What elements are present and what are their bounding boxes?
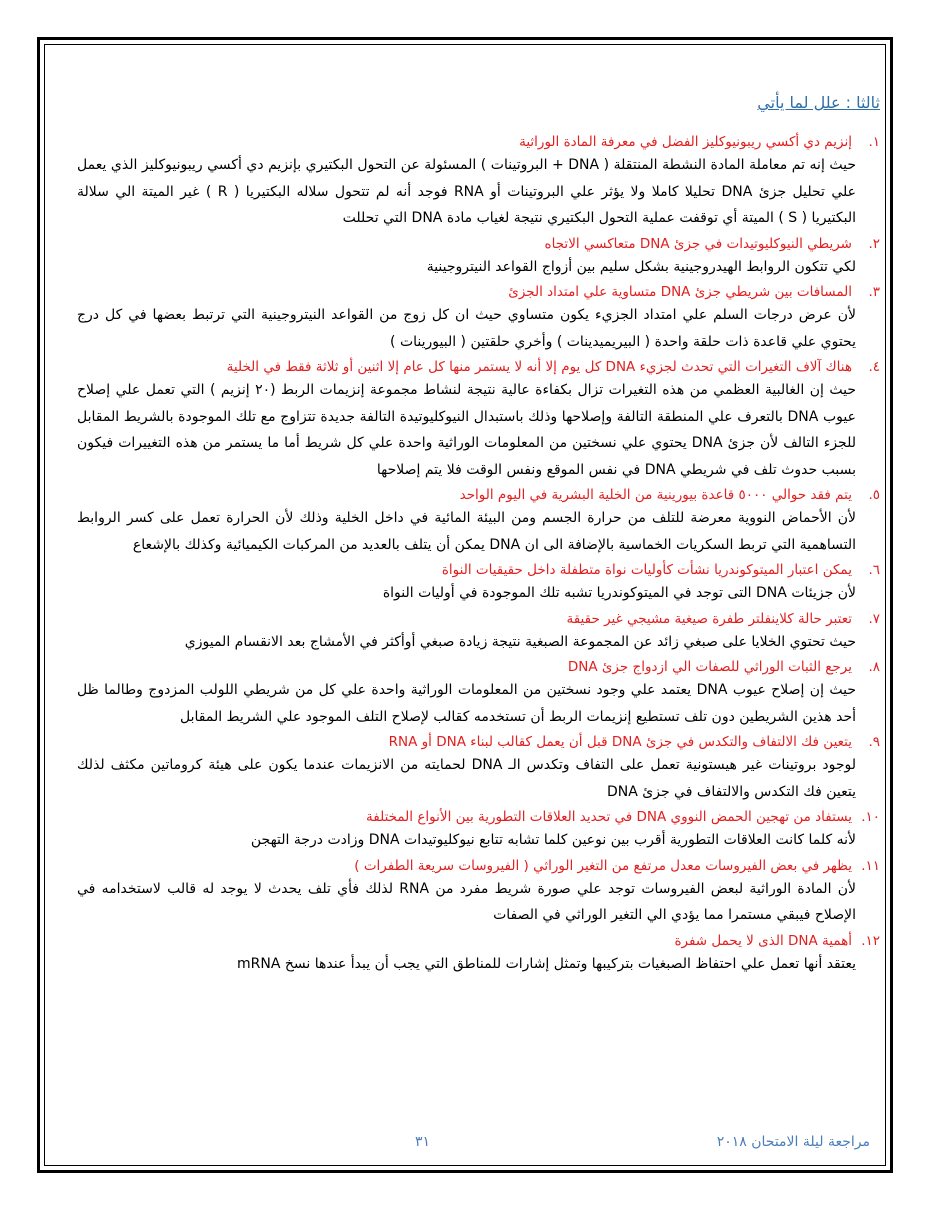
question-label: شريطي النيوكليوتيدات في جزئ DNA متعاكسي الاتجاه	[544, 235, 852, 252]
question-number: ٦.	[868, 562, 880, 578]
question-list	[77, 132, 880, 977]
question-number: ٤.	[868, 359, 880, 375]
answer-text: لأن المادة الوراثية لبعض الفيروسات توجد علي صورة شريط مفرد من RNA لذلك فأي تلف يحدث لا يوجد له قالب لاستخدامه في الإصلاح فيبقي مستمرا مما يؤدي الي التغير الوراثي في الصفات	[77, 880, 856, 923]
question-label: يتعين فك الالتفاف والتكدس في جزئ DNA قبل أن يعمل كقالب لبناء DNA أو RNA	[388, 734, 852, 750]
question-item	[77, 856, 880, 929]
question-number: ١٠.	[861, 809, 880, 825]
question-text	[77, 609, 880, 629]
answer-text: لأن الأحماض النووية معرضة للتلف من حرارة الجسم ومن البيئة المائية في داخل الخلية وذلك لأن الحرارة تعمل على كسر الروابط التساهمية التي تربط السكريات الخماسية بالإضافة الى ان DNA يمكن أن يتلف بالعديد من المركبات الكيميائية وكذلك بالإشعاع	[77, 510, 856, 553]
question-item	[77, 807, 880, 854]
question-number: ٧.	[868, 610, 880, 627]
answer-text: حيث إنه تم معاملة المادة النشطة المنتقلة ( DNA + البروتينات ) المسئولة عن التحول البكتيري بإنزيم دي أكسي ريبونيوكليز الذي يعمل علي تحليل جزئ DNA تحليلا كاملا ولا يؤثر علي البروتينات أو RNA فوجد أنه لم تتحول سلاله البكتيريا ( R ) غير الميتة الي سلالة البكتيريا ( S ) الميتة أي توقفت عملية التحول البكتيري نتيجة لغياب مادة DNA التي تحللت	[77, 157, 856, 226]
section-title: ثالثا : علل لما يأتي	[757, 93, 880, 112]
question-number: ٢.	[868, 235, 880, 252]
question-item	[77, 609, 880, 656]
question-number: ٨.	[868, 659, 880, 675]
document-body	[77, 92, 880, 979]
question-item	[77, 234, 880, 281]
question-item	[77, 485, 880, 558]
question-label: يتم فقد حوالي ٥٠٠٠ قاعدة بيورينية من الخلية البشرية في اليوم الواحد	[459, 487, 852, 503]
question-item	[77, 357, 880, 483]
answer-text: حيث إن الغالبية العظمي من هذه التغيرات تزال بكفاءة عالية نتيجة لنشاط مجموعة إنزيمات الربط (٢٠ إنزيم ) التي تعمل علي إصلاح عيوب DNA بالتعرف علي المنطقة التالفة وإصلاحها وذلك باستبدال النيوكليوتيدة التالفة جديدة تتزاوج مع تلك الموجودة بالشريط المقابل للجزء التالف لأن جزئ DNA يحتوي علي نسختين من المعلومات الوراثية واحدة علي كل شريط أما ما يستمر من هذه التغييرات فيكون بسبب حدوث تلف في شريطي DNA في نفس الموقع ونفس الوقت فلا يتم إصلاحها	[77, 382, 856, 478]
question-text	[77, 657, 880, 677]
question-number: ٣.	[868, 284, 880, 300]
question-item	[77, 732, 880, 805]
answer-text: لأن عرض درجات السلم علي امتداد الجزيء يكون متساوي حيث ان كل زوج من القواعد النيتروجينية التي ترتبط بعضها في كل درج يحتوي علي قاعدة ذات حلقة واحدة ( البيريميدينات ) وأخري حلقتين ( البيورينات )	[77, 307, 856, 350]
question-number: ١.	[868, 134, 880, 150]
question-label: يظهر في بعض الفيروسات معدل مرتفع من التغير الوراثي ( الفيروسات سريعة الطفرات )	[354, 857, 852, 874]
answer-text: حيث تحتوي الخلايا على صبغي زائد عن المجموعة الصبغية نتيجة زيادة صبغي أوأكثر في الأمشاج بعد الانقسام الميوزي	[184, 633, 856, 650]
question-label: إنزيم دي أكسي ريبونيوكليز الفضل في معرفة المادة الوراثية	[519, 134, 852, 150]
question-text	[77, 560, 880, 580]
answer-text: لوجود بروتينات غير هيستونية تعمل على التفاف وتكدس الـ DNA لحمايته من الانزيمات عندما يكون على هيئة كروماتين مكثف لذلك يتعين فك التكدس والالتفاف في جزئ DNA	[77, 757, 857, 800]
question-item	[77, 560, 880, 607]
question-number: ٩.	[868, 734, 880, 750]
question-text	[77, 856, 880, 876]
question-number: ١١.	[861, 857, 880, 874]
question-text	[77, 931, 880, 951]
question-label: يرجع الثبات الوراثي للصفات الي ازدواج جزئ DNA	[567, 659, 852, 675]
question-text	[77, 132, 880, 152]
question-item	[77, 931, 880, 978]
question-label: تعتبر حالة كلاينفلتر طفرة صيغية مشيجي غير حقيقة	[566, 610, 852, 627]
page-number: ٣١	[414, 1134, 430, 1150]
answer-text: لكي تتكون الروابط الهيدروجينية بشكل سليم بين أزواج القواعد النيتروجينية	[426, 258, 856, 275]
question-label: يمكن اعتبار الميتوكوندريا نشأت كأوليات نواة متطفلة داخل حقيقيات النواة	[441, 562, 852, 578]
question-text	[77, 807, 880, 827]
question-number: ٥.	[868, 487, 880, 503]
question-text	[77, 282, 880, 302]
question-text	[77, 234, 880, 254]
answer-text: لأنه كلما كانت العلاقات التطورية أقرب بين نوعين كلما تشابه تتابع نيوكليوتيدات DNA وزادت درجة التهجن	[250, 832, 856, 848]
question-item	[77, 282, 880, 355]
question-text	[77, 732, 880, 752]
question-item	[77, 657, 880, 730]
footer-title: مراجعة ليلة الامتحان ٢٠١٨	[716, 1134, 870, 1150]
question-label: هناك آلاف التغيرات التي تحدث لجزيء DNA كل يوم إلا أنه لا يستمر منها كل عام إلا اثنين أو ثلاثة فقط في الخلية	[226, 359, 852, 375]
answer-text: حيث إن إصلاح عيوب DNA يعتمد علي وجود نسختين من المعلومات الوراثية واحدة علي كل من شريطي اللولب المزدوج وطالما ظل أحد هذين الشريطين دون تلف تستطيع إنزيمات الربط أن تستخدمه كقالب لإصلاح التلف الموجود علي الشريط المقابل	[77, 682, 856, 725]
answer-text: يعتقد أنها تعمل علي احتفاظ الصبغيات بتركيبها وتمثل إشارات للمناطق التي يجب أن يبدأ عندها نسخ mRNA	[237, 955, 856, 972]
question-label: المسافات بين شريطي جزئ DNA متساوية علي امتداد الجزئ	[508, 284, 852, 300]
question-item	[77, 132, 880, 232]
question-label: أهمية DNA الذى لا يحمل شفرة	[674, 932, 852, 949]
answer-text: لأن جزيئات DNA التى توجد في الميتوكوندريا تشبه تلك الموجودة في أوليات النواة	[382, 585, 856, 601]
question-number: ١٢.	[861, 932, 880, 949]
question-label: يستفاد من تهجين الحمض النووي DNA في تحديد العلاقات التطورية بين الأنواع المختلفة	[366, 809, 852, 825]
question-text	[77, 485, 880, 505]
question-text	[77, 357, 880, 377]
